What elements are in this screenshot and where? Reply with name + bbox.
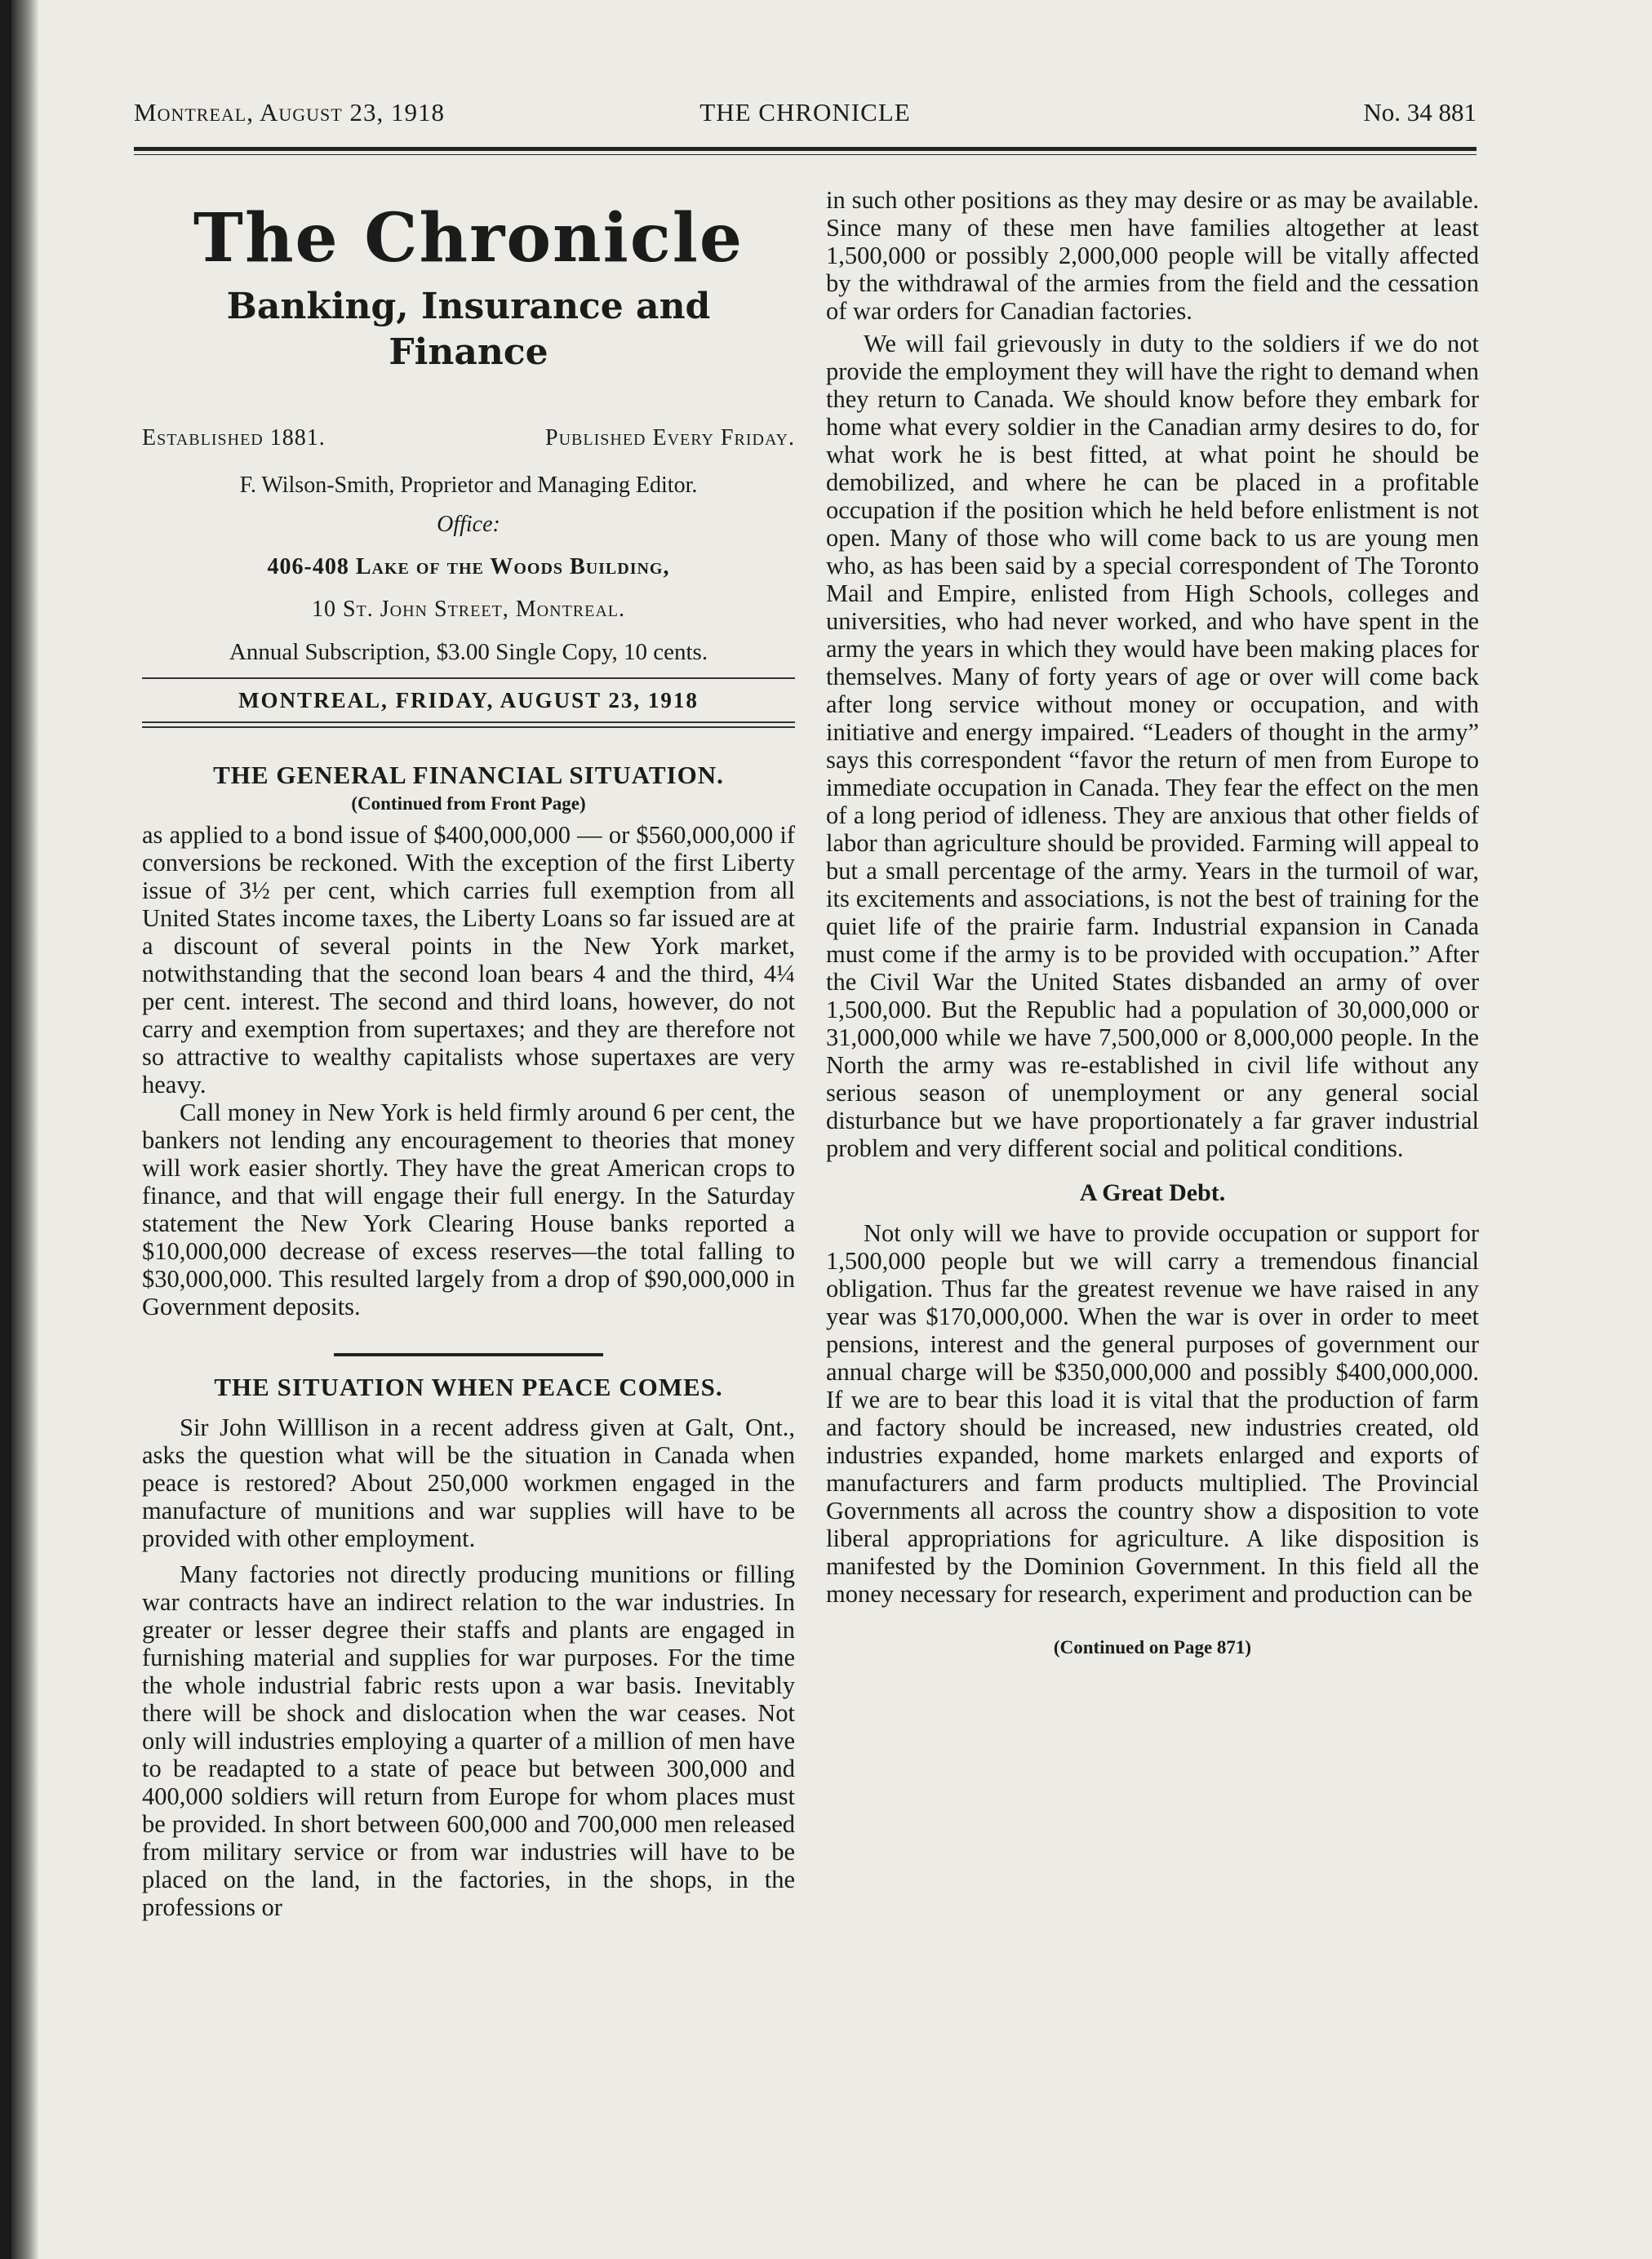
address-line-1: 406-408 Lake of the Woods Building,: [267, 554, 670, 579]
article2-paragraph: We will fail grievously in duty to the soldiers if we do not provide the employment they will have the right to demand when they return to Canada. We should know before they embark for home what every soldier in the Canadian army desires to do, for what work he is best fitted, at what point he should be demobilized, and where he can be placed in a profitable occupation if the position which he held before enlistment is not open. Many of those who will come back to us are young men who, as has been said by a special correspondent of The Toronto Mail and Empire, enlisted from High Schools, colleges and universities, who had never worked, and who have spent in the army the years in which they would have been making places for themselves. Many of forty years of age or over will come back after long service without money or occupation, and with initiative and energy impaired. “Leaders of thought in the army” says this correspondent “favor the return of men from Europe to immediate occupation in Canada. They fear the effect on the men of a long period of idleness. They are anxious that other fields of labor than agriculture should be provided. Farming will appeal to but a small percentage of the army. Years in the turmoil of war, its excitements and associations, is not the best of training for the quiet life of the prairie farm. Industrial expansion in Canada must come if the army is to be provided with occupation.” After the Civil War the United States disbanded an army of over 1,500,000. But the Republic had a population of 30,000,000 or 31,000,000 while we have 7,500,000 or 8,000,000 people. In the North the army was re-established in civil life without any serious season of unemployment or any general social disturbance but we have proportionately a far graver industrial problem and very different social and political conditions.: [826, 330, 1479, 1162]
article2-paragraph: Sir John Willlison in a recent address given at Galt, Ont., asks the question what will be the situation in Canada when peace is restored? About 250,000 workmen engaged in the manufacture of munitions and war supplies will have to be provided with other employment.: [142, 1414, 795, 1552]
continued-on-note: (Continued on Page 871): [1053, 1637, 1252, 1658]
article2-continuation: in such other positions as they may desire or as may be available. Since many of these men have families altogether at least 1,500,000 or possibly 2,000,000 people will be vitally affected by the withdrawal of the armies from the field and the cessation of war orders for Canadian factories.: [826, 186, 1479, 325]
dateline: MONTREAL, FRIDAY, AUGUST 23, 1918: [238, 688, 699, 712]
article2-headline: THE SITUATION WHEN PEACE COMES.: [214, 1373, 723, 1401]
running-head: [134, 98, 1477, 147]
running-head-title: THE CHRONICLE: [699, 98, 911, 126]
running-head-date: Montreal, August 23, 1918: [134, 98, 445, 126]
article-divider: [334, 1353, 603, 1356]
established-row: [142, 424, 795, 457]
left-column: [142, 188, 795, 1921]
established-text: Established 1881.: [142, 425, 326, 450]
masthead-rule: [142, 677, 795, 679]
office-label: Office:: [437, 512, 500, 537]
masthead-title: The Chronicle: [193, 199, 744, 277]
article1-headline: THE GENERAL FINANCIAL SITUATION.: [213, 761, 724, 789]
great-debt-subhead: A Great Debt.: [1079, 1179, 1226, 1206]
newspaper-page: [11, 0, 1652, 2259]
debt-paragraph: Not only will we have to provide occupation or support for 1,500,000 people but we will carry a tremendous financial obligation. Thus far the greatest revenue we have raised in any year was $170,000,000. When the war is over in order to meet pensions, interest and the general purposes of government our annual charge will be $350,000,000 and possibly $400,000,000. If we are to bear this load it is vital that the production of farm and factory should be increased, new industries created, old industries expanded, home markets enlarged and exports of manufacturers and farm products multiplied. The Provincial Governments all across the country show a disposition to vote liberal appropriations for agriculture. A like disposition is manifested by the Dominion Government. In this field all the money necessary for research, experiment and production can be: [826, 1219, 1479, 1608]
running-head-page-number: No. 34 881: [1363, 98, 1477, 126]
editor-line: F. Wilson-Smith, Proprietor and Managing Editor.: [239, 473, 698, 498]
dateline-rule: [142, 721, 795, 728]
masthead-subtitle: Banking, Insurance and Finance: [226, 286, 711, 373]
article1-paragraph: Call money in New York is held firmly around 6 per cent, the bankers not lending any encouragement to theories that money will work easier shortly. They have the great American crops to finance, and that will engage their full energy. In the Saturday statement the New York Clearing House banks reported a $10,000,000 decrease of excess reserves—the total falling to $30,000,000. This resulted largely from a drop of $90,000,000 in Government deposits.: [142, 1098, 795, 1320]
continued-from-note: (Continued from Front Page): [351, 793, 586, 814]
published-text: Published Every Friday.: [545, 425, 795, 450]
article2-paragraph: Many factories not directly producing munitions or filling war contracts have an indirect relation to the war industries. In greater or lesser degree their staffs and plants are engaged in furnishing material and supplies for war purposes. For the time the whole industrial fabric rests upon a war basis. Inevitably there will be shock and dislocation when the war ceases. Not only will industries employing a quarter of a million of men have to be readapted to a state of peace but between 300,000 and 400,000 soldiers will return from Europe for whom places must be provided. In short between 600,000 and 700,000 men released from military service or from war industries will have to be placed on the land, in the factories, in the shops, in the professions or: [142, 1560, 795, 1921]
header-rule: [134, 147, 1477, 155]
subscription-line: Annual Subscription, $3.00 Single Copy, 10 cents.: [229, 639, 708, 665]
address-line-2: 10 St. John Street, Montreal.: [311, 597, 625, 622]
right-column: [826, 186, 1479, 1660]
article1-paragraph: as applied to a bond issue of $400,000,000 — or $560,000,000 if conversions be reckoned. With the exception of the first Liberty issue of 3½ per cent, which carries full exemption from all United States income taxes, the Liberty Loans so far issued are at a discount of several points in the New York market, notwithstanding that the second loan bears 4 and the third, 4¼ per cent. interest. The second and third loans, however, do not carry and exemption from supertaxes; and they are therefore not so attractive to wealthy capitalists whose supertaxes are very heavy.: [142, 821, 795, 1098]
